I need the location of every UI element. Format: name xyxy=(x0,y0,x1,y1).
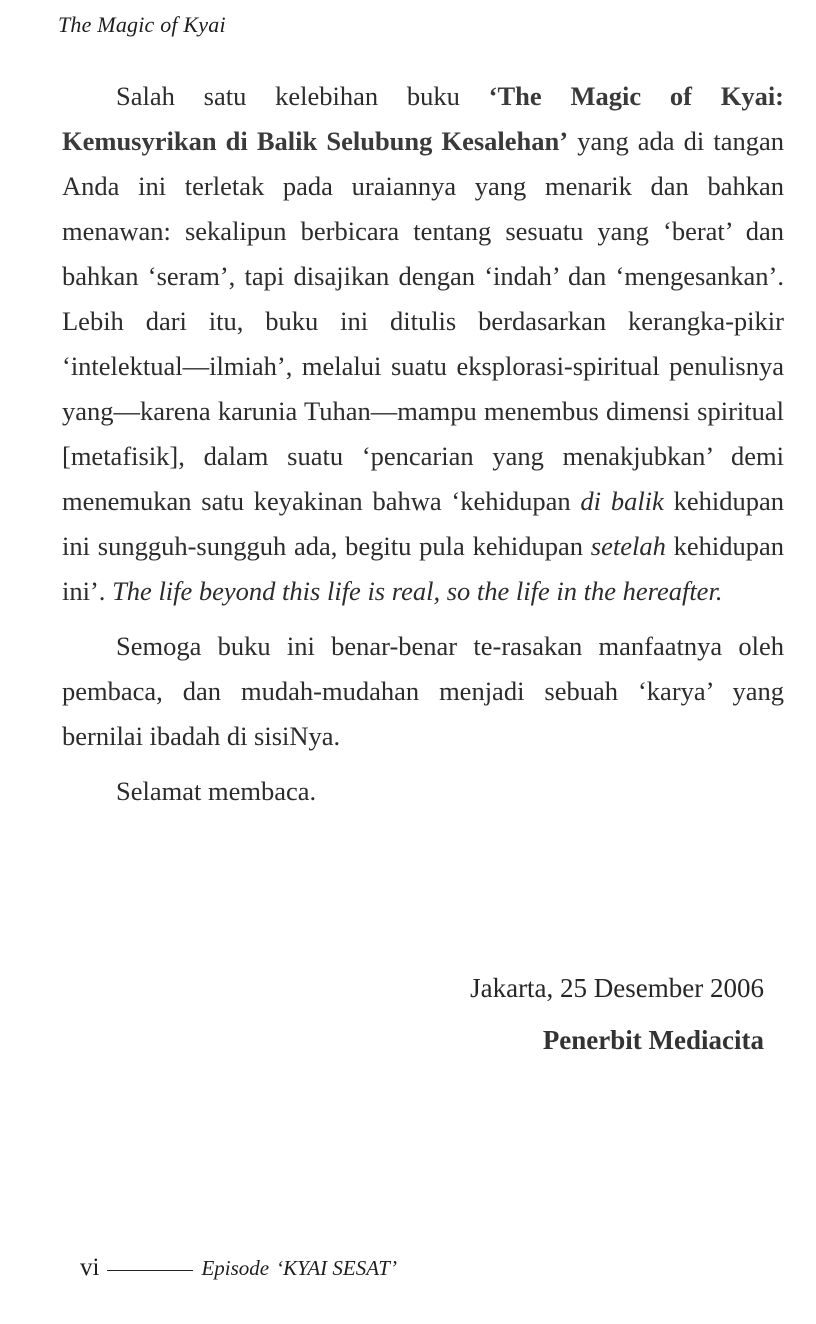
place-date: Jakarta, 25 Desember 2006 xyxy=(470,973,764,1003)
episode-label: Episode xyxy=(201,1255,270,1280)
book-title: ‘The Magic of Kyai: Kemusyrikan di Balik Selubung Kesalehan’ xyxy=(62,81,784,156)
publisher-name: Penerbit Mediacita xyxy=(542,1025,764,1055)
page-number: vi xyxy=(80,1254,100,1281)
page-footer xyxy=(80,1254,397,1282)
signature-block xyxy=(470,962,764,1066)
paragraph-1-text-a: Salah satu kelebihan buku xyxy=(116,81,489,111)
english-quote: The life beyond this life is real, so the life in the hereafter. xyxy=(112,576,723,606)
body-text xyxy=(62,74,784,814)
paragraph-1 xyxy=(62,74,784,614)
paragraph-1-text-c: kehidupan ini sungguh-sungguh ada, begitu pula kehidupan xyxy=(62,486,784,561)
paragraph-2: Semoga buku ini benar-benar te-rasakan manfaatnya oleh pembaca, dan mudah-mudahan menjadi sebuah ‘karya’ yang bernilai ibadah di sisiNya. xyxy=(62,631,784,751)
footer-rule xyxy=(107,1270,193,1271)
episode-title: ‘KYAI SESAT’ xyxy=(276,1255,397,1280)
paragraph-1-text-b: yang ada di tangan Anda ini terletak pada uraiannya yang menarik dan bahkan menawan: sekalipun berbicara tentang sesuatu yang ‘berat’ dan bahkan ‘seram’, tapi disajikan dengan ‘indah’ dan ‘mengesankan’. Lebih dari itu, buku ini ditulis berdasarkan kerangka-pikir ‘intelektual—ilmiah’, melalui suatu eksplorasi-spiritual penulisnya yang—karena karunia Tuhan—mampu menembus dimensi spiritual [metafisik], dalam suatu ‘pencarian yang menakjubkan’ demi menemukan satu keyakinan bahwa ‘kehidupan xyxy=(62,126,784,516)
emphasis-di-balik: di balik xyxy=(580,486,664,516)
paragraph-1-text-d: kehidupan ini’. xyxy=(62,531,784,606)
paragraph-3: Selamat membaca. xyxy=(116,776,317,806)
emphasis-setelah: setelah xyxy=(590,531,666,561)
running-head: The Magic of Kyai xyxy=(58,12,226,37)
